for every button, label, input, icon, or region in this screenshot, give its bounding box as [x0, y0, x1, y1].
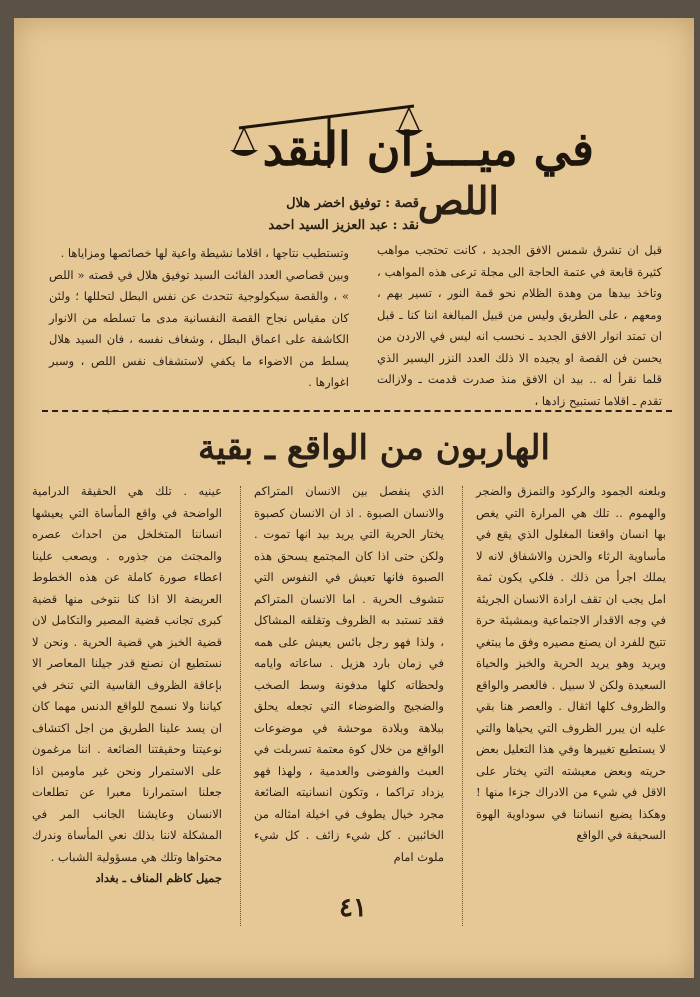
- author-signature: جميل كاظم المناف ـ بغداد: [95, 871, 222, 885]
- intro-column-left: [49, 243, 349, 394]
- intro-paragraph: وتستطيب نتاجها ، اقلاما نشيطة واعية لها خصائصها ومزاياها .: [60, 246, 349, 260]
- continue-arrow-icon: ⟵: [106, 404, 127, 420]
- page-number: ٤١: [339, 893, 367, 923]
- column-rule: [240, 486, 241, 926]
- body-text: عينيه . تلك هي الحقيقة الدرامية الواضحة في واقع المأساة التي يعيشها انساننا المتخلخل من احداث عصره والمجتث من جذوره . ويصعب علينا اعطاء صورة كاملة عن هذه الخطوط العريضة الا اذا كنا نتوخى منها قضية كبرى تجانب قضية المصير والتكامل لان قضية الخبز هي قضية الحرية . ونحن لا نستطيع ان نصنع قدر جيلنا المعاصر الا بإعاقة الظروف القاسية التي تنخر في كياننا ولا نسمح للواقع الدنس مهما كان ان يسد علينا الطريق من اجل اكتشاف نوعيتنا وحقيقتنا الضائعة . اننا مرغمون على الاستمرار ونحن غير ماومين اذا جعلنا استمرارنا معبرا عن تطلعات الانسان وعايشنا الجانب المر في المشكلة لاننا بذلك نعي المأساة وندرك محتواها وتلك هي مسؤولية الشباب .: [32, 484, 222, 864]
- body-column-right: وبلعنه الجمود والركود والتمزق والضجر والهموم .. تلك هي المرارة التي يغص بها انسان واقعنا المغلول الذي يقع في مأساوية الرثاء والحزن والاشفاق لانه لا يملك اجرأ من ذلك . فلكي يكون ثمة امل يجب ان تقف ارادة الانسان الجريئة في وجه الاقدار الاجتماعية وبمشيئة حرة تتيح للفرد ان يصنع مصيره وفق ما يبتغي ويريد وهو يريد الحرية والخبز والحياة السعيدة ولكن لا سبيل . فالعصر والواقع والظروف كلها اثقال . والعصر هنا بقي عليه ان يبرر الظروف التي يحياها والتي لا يستطيع تغييرها وفي هذا التعليل بعض حريته وبعض معيشته التي يختار على الاقل في شيء من الادراك جزءا منها ! وهكذا يضيع انساننا في سوداوية الهوة السحيقة في الواقع: [476, 484, 666, 842]
- column-rule: [462, 486, 463, 926]
- section-title: في ميـــزان النقد: [262, 122, 594, 176]
- critic-author: نقد : عبد العزيز السيد احمد: [268, 218, 419, 233]
- intro-column-right: [377, 240, 662, 412]
- intro-paragraph: وبين قصاصي العدد الفائت السيد توفيق هلال في قصته « اللص » ، والقصة سيكولوجية تتحدث عن نفس البطل لتحللها ؛ ولئن كان مقياس نجاح القصة النفسانية مدى ما تسلطه من الانوار الكاشفة على اعماق البطل ، وشغاف نفسه ، فان السيد هلال يسلط من الاضواء ما يكفي لاستشفاف نفس اللص ، وسبر اغوارها .: [49, 267, 349, 389]
- body-column-left: [32, 481, 222, 890]
- magazine-page: [14, 18, 694, 978]
- continuation-heading: الهاربون من الواقع ـ بقية: [198, 428, 550, 468]
- intro-paragraph: قبل ان تشرق شمس الافق الجديد ، كانت تحتجب مواهب كثيرة قابعة في عتمة الحاجة الى مجلة ترعى هذه المواهب ، وتاخذ بيدها من وهدة الظلام نحو قمة النور ، تسير بهم ، ومعهم ، على الطريق وليس من قبيل المبالغة اننا كنا ـ قبل ان تمتد انوار الافق الجديد ـ نحسب انه ليس في الاردن من يحسن فن القصة او يجيده الا ذلك العدد النزر اليسير الذي قلما نقرأ له .. بيد ان الافق منذ صدرت قدمت ـ ولازالت تقدم ـ اقلاما تستبيح زادها ،: [377, 243, 662, 408]
- story-title: اللص: [417, 178, 499, 223]
- story-credits: [219, 193, 419, 237]
- section-header: [164, 100, 624, 180]
- body-column-middle: الذي ينفصل بين الانسان المتراكم والانسان الصبوة . اذ ان الانسان كصبوة يختار الحرية التي يريد بيد انها تموت . ولكن حتى اذا كان المجتمع يسحق هذه الصبوة فانها تعيش في النفوس التي تتشوف الحرية . اما الانسان المتراكم فقد تستبد به الظروف وتقلقه المشاكل ، ولذا فهو رجل بائس يعيش على همه في زمان بارد هزيل . ساعاته وايامه ولحظاته كلها مدفونة وسط الصخب والضجيج والضوضاء التي تجعله يحلق ببلاهة وبلادة موحشة في موضوعات الواقع من خلال كوة معتمة تسربلت في العبث والفوضى والعدمية ، ولهذا فهو يزداد تراكما ، وتكون انسانيته الضائعة مجرد خيال يطوف في اخيلة امثاله من الخائبين . كل شيء زائف . كل شيء ملوث امام: [254, 484, 444, 864]
- section-divider: [42, 410, 672, 412]
- story-author: قصة : توفيق اخضر هلال: [286, 196, 419, 211]
